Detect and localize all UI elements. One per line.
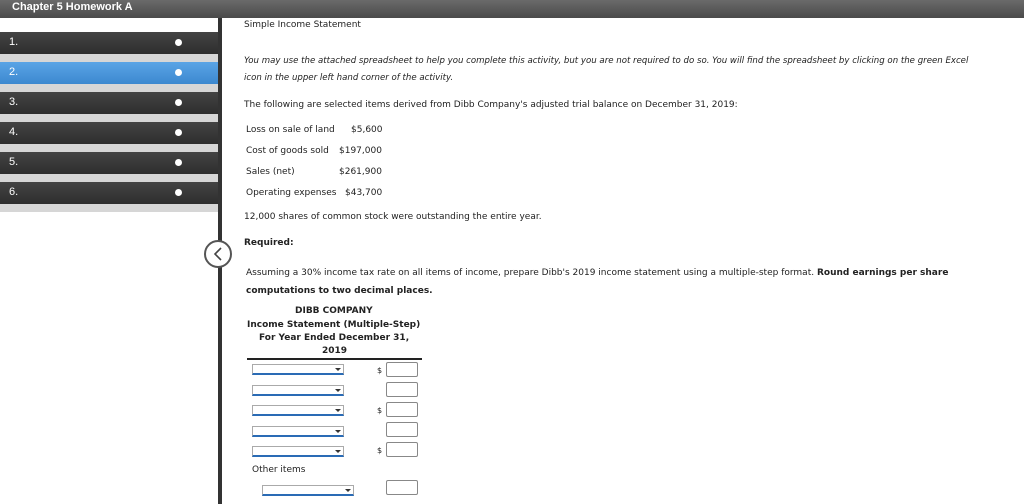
divider: [0, 144, 218, 152]
trial-item-value: $43,700: [345, 188, 383, 198]
account-select[interactable]: [252, 426, 344, 437]
trial-item-label: Cost of goods sold: [246, 146, 329, 156]
sidebar-item-1[interactable]: [0, 32, 218, 54]
shares-text: 12,000 shares of common stock were outstanding the entire year.: [244, 212, 542, 222]
dropdown-arrow-icon: [335, 430, 341, 433]
divider: [0, 174, 218, 182]
currency-symbol: $: [377, 366, 383, 375]
amount-input[interactable]: [386, 402, 418, 417]
account-select[interactable]: [252, 364, 344, 375]
status-dot-icon: [175, 39, 182, 46]
sidebar-item-number: 6.: [9, 186, 19, 198]
sidebar-item-number: 4.: [9, 126, 19, 138]
trial-item-value: $5,600: [351, 125, 383, 135]
account-select[interactable]: [252, 405, 344, 416]
divider: [0, 84, 218, 92]
trial-item-value: $197,000: [339, 146, 382, 156]
sidebar-item-4[interactable]: [0, 122, 218, 144]
amount-input[interactable]: [386, 422, 418, 437]
status-dot-icon: [175, 129, 182, 136]
statement-company: DIBB COMPANY: [295, 306, 373, 316]
instructions-part-b: Round earnings per share: [816, 268, 949, 278]
account-select[interactable]: [252, 385, 344, 396]
sidebar-item-number: 2.: [9, 66, 19, 78]
divider: [0, 204, 218, 212]
sidebar-item-number: 1.: [9, 36, 19, 48]
question-sidebar: [0, 18, 218, 504]
amount-input[interactable]: [386, 382, 418, 397]
question-title: Simple Income Statement: [244, 20, 361, 30]
dropdown-arrow-icon: [335, 409, 341, 412]
trial-item-label: Operating expenses: [246, 188, 337, 198]
sidebar-item-number: 3.: [9, 96, 19, 108]
assignment-title: Chapter 5 Homework A: [12, 1, 133, 13]
dropdown-arrow-icon: [345, 489, 351, 492]
amount-input[interactable]: [386, 480, 418, 495]
header-rule: [247, 358, 422, 360]
note-text-2: icon in the upper left hand corner of the activity.: [244, 73, 454, 83]
status-dot-icon: [175, 99, 182, 106]
sidebar-item-number: 5.: [9, 156, 19, 168]
divider: [0, 54, 218, 62]
dropdown-arrow-icon: [335, 368, 341, 371]
account-select[interactable]: [262, 485, 354, 496]
top-bar: [0, 0, 1024, 18]
currency-symbol: $: [377, 446, 383, 455]
dropdown-arrow-icon: [335, 389, 341, 392]
trial-item-value: $261,900: [339, 167, 382, 177]
sidebar-item-5[interactable]: [0, 152, 218, 174]
instructions-text: [246, 268, 948, 278]
statement-period-year: 2019: [322, 346, 348, 356]
dropdown-arrow-icon: [335, 450, 341, 453]
trial-item-label: Sales (net): [246, 167, 295, 177]
instructions-part-c: computations to two decimal places.: [246, 286, 433, 296]
amount-input[interactable]: [386, 442, 418, 457]
sidebar-item-6[interactable]: [0, 182, 218, 204]
status-dot-icon: [175, 189, 182, 196]
account-select[interactable]: [252, 446, 344, 457]
sidebar-item-2[interactable]: [0, 62, 218, 84]
status-dot-icon: [175, 159, 182, 166]
currency-symbol: $: [377, 406, 383, 415]
trial-item-label: Loss on sale of land: [246, 125, 335, 135]
sidebar-item-3[interactable]: [0, 92, 218, 114]
statement-period: For Year Ended December 31,: [259, 333, 410, 343]
other-items-label: Other items: [252, 465, 306, 475]
chevron-left-icon: [212, 247, 224, 261]
required-heading: Required:: [244, 238, 294, 248]
statement-title: Income Statement (Multiple-Step): [247, 320, 421, 330]
divider: [0, 114, 218, 122]
collapse-sidebar-button[interactable]: [204, 240, 232, 268]
amount-input[interactable]: [386, 362, 418, 377]
status-dot-icon: [175, 69, 182, 76]
instructions-part-a: Assuming a 30% income tax rate on all items of income, prepare Dibb's 2019 income statement using a multiple-step format.: [246, 268, 815, 278]
note-text-1: You may use the attached spreadsheet to help you complete this activity, but you are not required to do so. You will find the spreadsheet by clicking on the green Excel: [244, 56, 969, 66]
intro-text: The following are selected items derived from Dibb Company's adjusted trial balance on December 31, 2019:: [244, 100, 738, 110]
